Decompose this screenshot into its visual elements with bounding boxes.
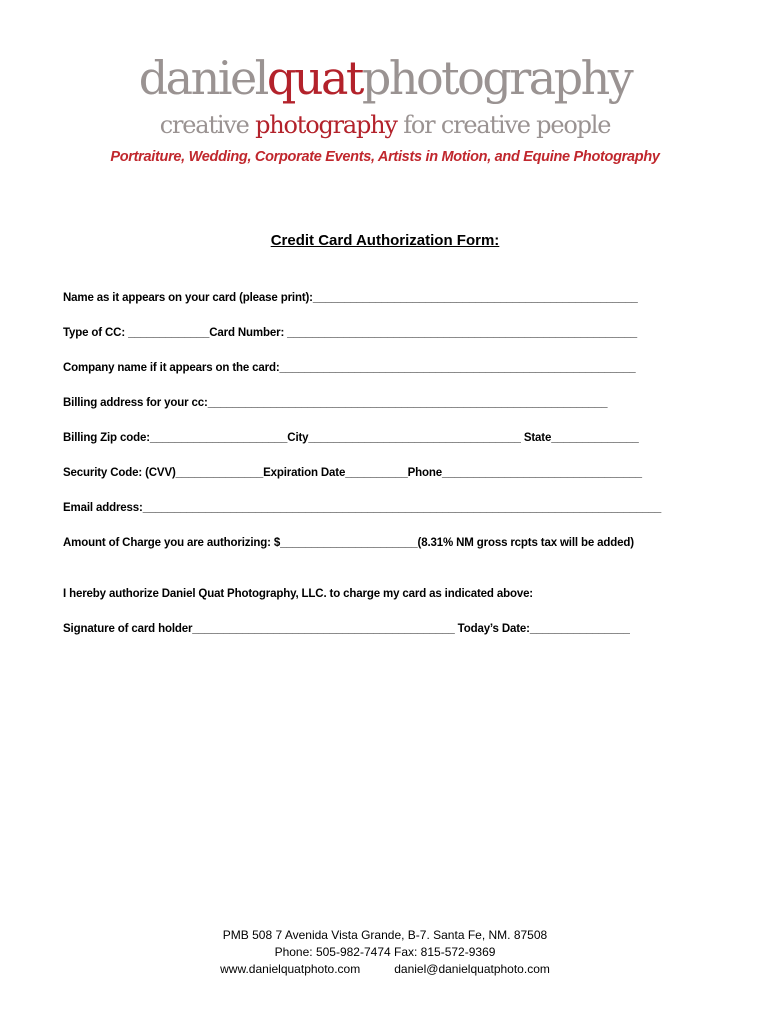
logo-slogan [0,108,770,142]
footer-phone-fax: Phone: 505-982-7474 Fax: 815-572-9369 [274,945,496,959]
cc-type-card-number-field[interactable]: Type of CC: _____________Card Number: ________________________________________________________ [63,327,637,339]
security-expiration-phone-field[interactable]: Security Code: (CVV)______________Expiration Date__________Phone________________________________ [63,467,642,479]
slogan-for-creative-people: for creative people [396,111,611,139]
footer-website-link[interactable]: www.danielquatphoto.com [220,962,361,976]
authorization-statement: I hereby authorize Daniel Quat Photography, LLC. to charge my card as indicated above: [63,588,533,600]
logo-word-daniel: daniel [138,51,267,105]
name-field[interactable]: Name as it appears on your card (please print):____________________________________________________ [63,292,638,304]
slogan-photography: photography [255,111,397,139]
services-tagline: Portraiture, Wedding, Corporate Events, Artists in Motion, and Equine Photography [110,149,660,165]
footer-contact [0,961,770,978]
signature-date-field[interactable]: Signature of card holder__________________________________________ Today’s Date:________________ [63,623,630,635]
charge-amount-field[interactable]: Amount of Charge you are authorizing: $______________________(8.31% NM gross rcpts tax will be added) [63,537,634,549]
slogan-creative: creative [159,111,256,139]
company-name-field[interactable]: Company name if it appears on the card:_________________________________________________________ [63,362,636,374]
email-address-field[interactable]: Email address:___________________________________________________________________________________ [63,502,662,514]
logo-word-photography: photography [361,51,632,105]
logo-wordmark [0,48,770,108]
footer-address: PMB 508 7 Avenida Vista Grande, B-7. Santa Fe, NM. 87508 [222,928,548,942]
logo-word-quat: quat [266,51,362,105]
form-title: Credit Card Authorization Form: [270,232,500,249]
footer-email-link[interactable]: daniel@danielquatphoto.com [394,962,550,976]
billing-address-field[interactable]: Billing address for your cc:________________________________________________________________ [63,397,608,409]
zip-city-state-field[interactable]: Billing Zip code:______________________City__________________________________ State______________ [63,432,639,444]
